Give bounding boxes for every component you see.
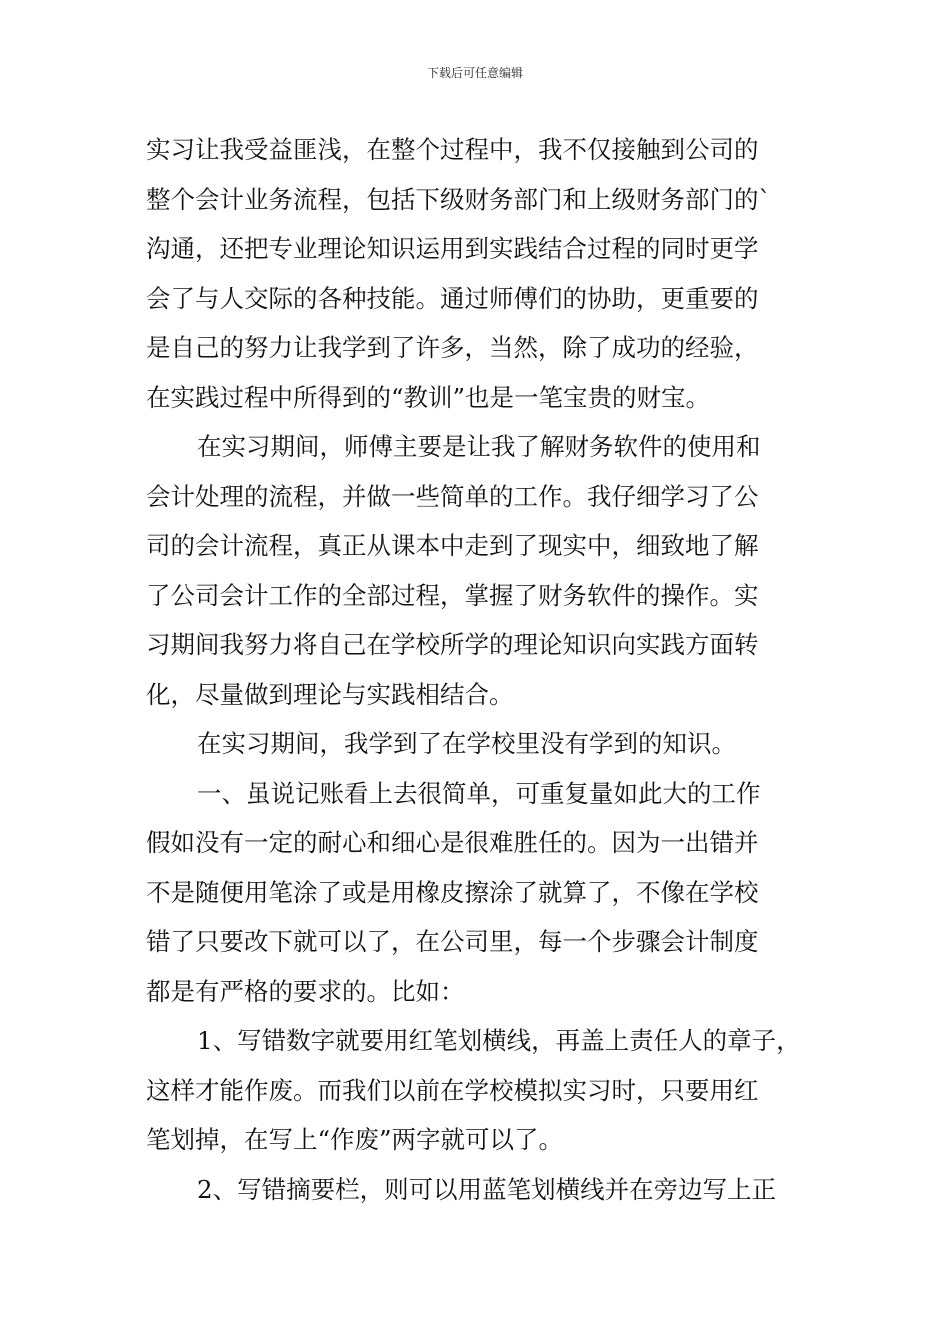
text-line: 了公司会计工作的全部过程，掌握了财务软件的操作。实 — [146, 580, 759, 610]
body-text — [146, 125, 826, 1214]
text-line: 会了与人交际的各种技能。通过师傅们的协助，更重要的 — [146, 283, 759, 313]
text-line: 假如没有一定的耐心和细心是很难胜任的。因为一出错并 — [146, 828, 759, 857]
text-line: 司的会计流程，真正从课本中走到了现实中，细致地了解 — [146, 531, 759, 560]
text-line: 实习让我受益匪浅，在整个过程中，我不仅接触到公司的 — [146, 135, 759, 164]
header-note: 下载后可任意编辑 — [426, 66, 523, 80]
text-line: 都是有严格的要求的。比如： — [146, 976, 465, 1006]
text-line: 一、虽说记账看上去很简单，可重复量如此大的工作 — [197, 778, 761, 808]
text-line: 习期间我努力将自己在学校所学的理论知识向实践方面转 — [146, 630, 759, 659]
text-line: 在实习期间，我学到了在学校里没有学到的知识。 — [197, 729, 736, 758]
text-line: 整个会计业务流程，包括下级财务部门和上级财务部门的` — [146, 184, 771, 214]
text-line: 错了只要改下就可以了，在公司里，每一个步骤会计制度 — [146, 927, 759, 956]
text-line: 化，尽量做到理论与实践相结合。 — [146, 679, 514, 709]
text-line: 在实习期间，师傅主要是让我了解财务软件的使用和 — [197, 432, 761, 461]
text-line: 沟通，还把专业理论知识运用到实践结合过程的同时更学 — [146, 234, 759, 263]
text-line: 不是随便用笔涂了或是用橡皮擦涂了就算了，不像在学校 — [146, 877, 759, 907]
text-line: 笔划掉，在写上“作废”两字就可以了。 — [146, 1125, 564, 1154]
text-line: 1、写错数字就要用红笔划横线，再盖上责任人的章子， — [197, 1026, 801, 1055]
text-line: 在实践过程中所得到的“教训”也是一笔宝贵的财宝。 — [146, 382, 711, 412]
text-line: 会计处理的流程，并做一些简单的工作。我仔细学习了公 — [146, 481, 759, 511]
text-line: 是自己的努力让我学到了许多，当然，除了成功的经验， — [146, 333, 759, 362]
text-line: 这样才能作废。而我们以前在学校模拟实习时，只要用红 — [146, 1075, 759, 1105]
text-line: 2、写错摘要栏，则可以用蓝笔划横线并在旁边写上正 — [197, 1174, 777, 1204]
